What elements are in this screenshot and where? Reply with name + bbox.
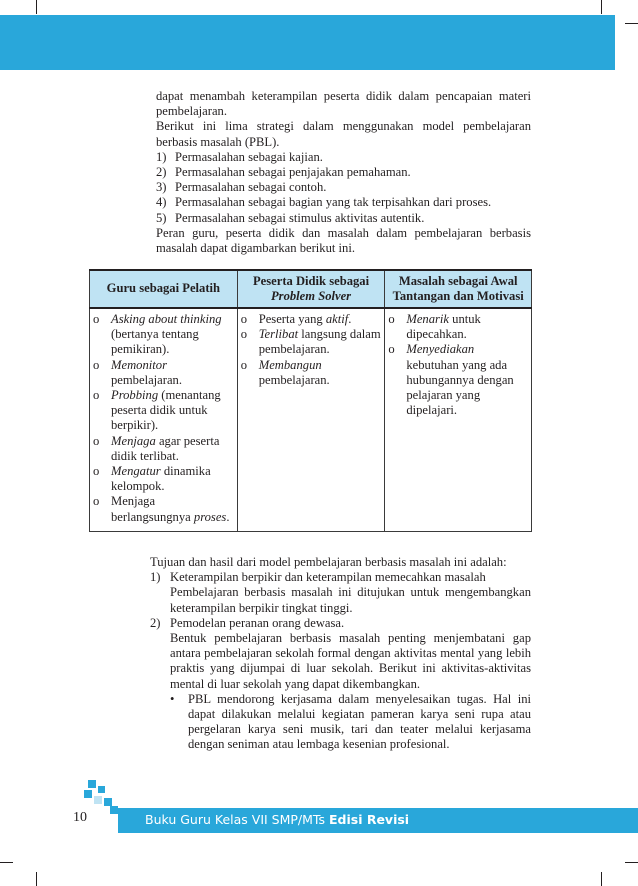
crop-mark (625, 862, 638, 863)
table-header-row (90, 270, 532, 308)
decorative-square (104, 798, 112, 806)
bullet-item: • PBL mendorong kerjasama dalam menyelesaikan tugas. Hal ini dapat dilakukan melalui kegiatan pameran karya seni rupa atau pergelaran karya seni musik, tari dan teater melalui kerjasama dengan seniman atau lembaga kesenian profesional. (170, 691, 531, 752)
list-item: 1) Permasalahan sebagai kajian. (156, 149, 323, 164)
list-item: o Menarik untuk dipecahkan. (388, 312, 481, 342)
list-item: o Memonitor pembelajaran. (93, 357, 182, 387)
decorative-square (98, 786, 105, 793)
table-cell (90, 308, 238, 531)
column-header: Masalah sebagai Awal Tantangan dan Motivasi (385, 270, 532, 308)
intro-paragraph: dapat menambah keterampilan peserta didik dalam pencapaian materi pembelajaran. (156, 89, 531, 119)
outcomes-lead: Tujuan dan hasil dari model pembelajaran berbasis masalah ini adalah: (150, 555, 507, 569)
header-band (0, 15, 615, 70)
list-item: o Membangun pembelajaran. (240, 357, 330, 387)
strategy-list (156, 150, 531, 226)
list-item: 4) Permasalahan sebagai bagian yang tak terpisahkan dari proses. (156, 195, 492, 210)
decorative-square (110, 806, 118, 814)
bullet-icon: • (170, 691, 175, 706)
list-item: o Peserta yang aktif. (240, 312, 352, 326)
outcomes-section (150, 555, 531, 753)
column-header: Peserta Didik sebagai Problem Solver (237, 270, 385, 308)
page-number: 10 (73, 810, 87, 825)
list-item: o Menjaga berlangsungnya proses. (93, 494, 230, 524)
edition-label: Edisi Revisi (328, 812, 410, 827)
table-cell (385, 308, 532, 531)
book-title: Buku Guru Kelas VII SMP/MTs Edisi Revisi (145, 812, 410, 827)
list-item: 2) Pemodelan peranan orang dewasa. Bentuk pembelajaran berbasis masalah penting menjembatani gap antara pembelajaran sekolah formal dengan aktivitas mental yang lebih praktis yang dijumpai di luar sekolah. Berikut ini aktivitas-aktivitas mental di luar sekolah yang dapat dikembangkan. • PBL mendorong kerjasama dalam menyelesaikan tugas. Hal ini dapat dilakukan melalui kegiatan pameran karya seni rupa atau pergelaran karya seni musik, tari dan teater melalui kerjasama dengan seniman atau lembaga kesenian profesional. (150, 615, 531, 752)
table-cell (237, 308, 385, 531)
list-item: o Terlibat langsung dalam pembelajaran. (240, 327, 381, 357)
roles-table (89, 269, 532, 532)
list-item: o Probbing (menantang peserta didik untuk berpikir). (93, 388, 221, 433)
decorative-square (84, 790, 92, 798)
intro-paragraph: Peran guru, peserta didik dan masalah dalam pembelajaran berbasis masalah dapat digambarkan berikut ini. (156, 225, 531, 256)
list-item: o Menjaga agar peserta didik terlibat. (93, 433, 220, 463)
column-header: Guru sebagai Pelatih (90, 270, 238, 308)
intro-section (156, 89, 531, 256)
list-item: 5) Permasalahan sebagai stimulus aktivitas autentik. (156, 210, 425, 225)
crop-mark (0, 862, 13, 863)
list-item: o Asking about thinking (bertanya tentang pemikiran). (93, 312, 222, 357)
crop-mark (36, 872, 37, 886)
list-item: o Mengatur dinamika kelompok. (93, 464, 211, 494)
list-item: 2) Permasalahan sebagai penjajakan pemahaman. (156, 165, 411, 180)
intro-paragraph: Berikut ini lima strategi dalam menggunakan model pembelajaran berbasis masalah (PBL). (156, 119, 531, 149)
crop-mark (601, 872, 602, 886)
list-item: 1) Keterampilan berpikir dan keterampilan memecahkan masalah Pembelajaran berbasis masalah ini ditujukan untuk mengembangkan keterampilan berpikir tingkat tinggi. (150, 570, 531, 615)
crop-mark (601, 0, 602, 14)
table-row (90, 308, 532, 531)
crop-mark (36, 0, 37, 14)
list-item: 3) Permasalahan sebagai contoh. (156, 180, 327, 195)
crop-mark (625, 23, 638, 24)
decorative-square (88, 780, 96, 788)
list-item: o Menyediakan kebutuhan yang ada hubungannya dengan pelajaran yang dipelajari. (388, 342, 514, 418)
decorative-square (94, 796, 102, 804)
